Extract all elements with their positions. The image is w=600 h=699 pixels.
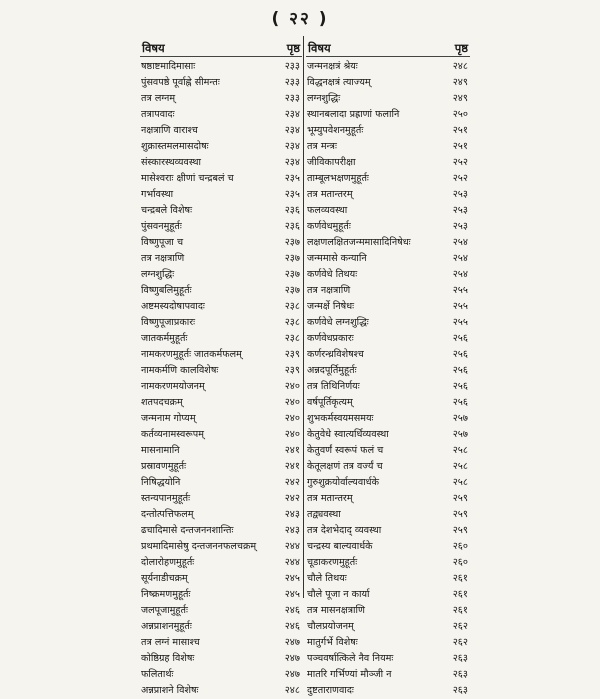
- entry-page-number: २५०: [452, 109, 468, 120]
- index-entry: [306, 219, 470, 235]
- entry-page-number: २५२: [452, 173, 468, 184]
- entry-title: गर्भावस्था: [141, 189, 174, 200]
- entry-page-number: २५९: [452, 509, 468, 520]
- entry-title: मातरि गर्भिण्यां मौञ्जी न: [307, 669, 392, 680]
- entry-page-number: २५१: [452, 125, 468, 136]
- entry-page-number: २३५: [284, 189, 300, 200]
- index-entry: [306, 75, 470, 91]
- index-entry: [140, 363, 302, 379]
- index-entry: [140, 411, 302, 427]
- entry-page-number: २३७: [284, 237, 300, 248]
- index-entry: [306, 619, 470, 635]
- entry-title: कर्णवेधमुहूर्तः: [307, 221, 351, 232]
- entry-title: विद्धनक्षत्रं त्याज्यम्: [307, 77, 371, 88]
- entry-page-number: २३९: [284, 349, 300, 360]
- entry-title: षष्ठाष्टमादिमासाः: [141, 61, 196, 72]
- entry-page-number: २६०: [452, 541, 468, 552]
- entry-page-number: २५६: [452, 349, 468, 360]
- entry-title: गुरुशुक्रयोर्वाल्यवार्धके: [307, 477, 379, 488]
- index-entry: [306, 523, 470, 539]
- entry-page-number: २४३: [284, 509, 300, 520]
- entry-page-number: २३४: [284, 109, 300, 120]
- index-entry: [306, 235, 470, 251]
- entry-page-number: २४६: [284, 605, 300, 616]
- entry-page-number: २४५: [284, 573, 300, 584]
- index-entry: [140, 491, 302, 507]
- entry-title: दोलारोहणमुहूर्तः: [141, 557, 195, 568]
- index-entry: [306, 283, 470, 299]
- entry-page-number: २४५: [284, 589, 300, 600]
- index-entry: [140, 539, 302, 555]
- index-entry: [140, 171, 302, 187]
- index-entry: [140, 571, 302, 587]
- entry-page-number: २६१: [452, 589, 468, 600]
- index-entry: [140, 619, 302, 635]
- entry-page-number: २५६: [452, 365, 468, 376]
- index-entry: [306, 683, 470, 699]
- index-entry: [306, 539, 470, 555]
- entry-title: लक्षणलक्षितजन्ममासादिनिषेधः: [307, 237, 411, 248]
- entry-title: चौले पूजा न कार्या: [307, 589, 370, 600]
- entry-page-number: २६३: [452, 653, 468, 664]
- entry-title: अष्टमस्यदोषापवादः: [141, 301, 205, 312]
- entry-page-number: २६३: [452, 669, 468, 680]
- entry-title: मासनामानि: [141, 445, 180, 456]
- entry-page-number: २५६: [452, 397, 468, 408]
- index-entry: [306, 427, 470, 443]
- index-entry: [140, 299, 302, 315]
- index-entry: [306, 331, 470, 347]
- entry-page-number: २३६: [284, 205, 300, 216]
- entry-title: चौलप्रयोजनम्: [307, 621, 354, 632]
- index-entry: [306, 379, 470, 395]
- entry-title: तत्र लग्नम्: [141, 93, 176, 104]
- entry-title: स्थानबलादा प्रह्राणां फलानि: [307, 109, 400, 120]
- index-entry: [140, 75, 302, 91]
- entry-title: केतुवर्णं स्वरूपं फलं च: [307, 445, 384, 456]
- entry-page-number: २५८: [452, 477, 468, 488]
- index-entry: [306, 139, 470, 155]
- entry-page-number: २५४: [452, 253, 468, 264]
- entry-page-number: २५७: [452, 429, 468, 440]
- entry-page-number: २५१: [452, 141, 468, 152]
- entry-page-number: २३३: [284, 77, 300, 88]
- page-header: पृष्ठ: [286, 41, 300, 55]
- entry-title: ढचादिमासे दन्तजननशान्तिः: [141, 525, 234, 536]
- index-entry: [306, 667, 470, 683]
- entry-page-number: २४१: [284, 461, 300, 472]
- index-entry: [140, 667, 302, 683]
- entry-page-number: २४६: [284, 621, 300, 632]
- index-entry: [306, 395, 470, 411]
- index-entry: [140, 651, 302, 667]
- entry-title: मातुर्गर्भे विशेषः: [307, 637, 358, 648]
- entry-page-number: २५४: [452, 237, 468, 248]
- index-entry: [306, 475, 470, 491]
- index-entry: [140, 91, 302, 107]
- index-entry: [140, 555, 302, 571]
- entry-page-number: २४०: [284, 381, 300, 392]
- entry-title: कर्णवेधे तिथयः: [307, 269, 358, 280]
- entry-page-number: २३७: [284, 269, 300, 280]
- entry-page-number: २३९: [284, 365, 300, 376]
- entry-title: फलव्यवस्था: [307, 205, 348, 216]
- entry-title: जन्मनाम गोप्यम्: [141, 413, 196, 424]
- index-entry: [306, 203, 470, 219]
- entry-page-number: २४०: [284, 413, 300, 424]
- entry-title: शुक्रास्तमलमासदोषः: [141, 141, 209, 152]
- index-entry: [306, 155, 470, 171]
- index-entry: [306, 59, 470, 75]
- index-entry: [140, 603, 302, 619]
- entry-page-number: २५८: [452, 445, 468, 456]
- index-entry: [140, 507, 302, 523]
- entry-page-number: २५५: [452, 285, 468, 296]
- entry-page-number: २४०: [284, 397, 300, 408]
- entry-title: नक्षत्राणि वाराश्च: [141, 125, 198, 136]
- entry-page-number: २५६: [452, 381, 468, 392]
- entry-title: अन्नदपूर्तिमुहूर्तः: [307, 365, 357, 376]
- page-header: पृष्ठ: [454, 41, 468, 55]
- entry-page-number: २३८: [284, 333, 300, 344]
- index-entry: [140, 379, 302, 395]
- index-entry: [140, 267, 302, 283]
- entry-page-number: २३३: [284, 93, 300, 104]
- index-entry: [140, 251, 302, 267]
- entry-title: तत्र नक्षत्राणि: [307, 285, 351, 296]
- entry-title: कर्णवेधप्रकारः: [307, 333, 354, 344]
- entry-page-number: २३३: [284, 61, 300, 72]
- index-entry: [140, 459, 302, 475]
- index-entry: [140, 139, 302, 155]
- entry-title: निष्क्रमणमुहूर्तः: [141, 589, 191, 600]
- entry-title: विष्णुबलिमुहूर्तः: [141, 285, 192, 296]
- index-entry: [306, 651, 470, 667]
- entry-page-number: २३५: [284, 173, 300, 184]
- index-entry: [140, 475, 302, 491]
- entry-title: विष्णुपूजा च: [141, 237, 184, 248]
- entry-page-number: २३४: [284, 141, 300, 152]
- subject-header: विषय: [308, 41, 331, 55]
- index-entry: [306, 171, 470, 187]
- entry-title: शतपदचक्रम्: [141, 397, 183, 408]
- index-entry: [140, 347, 302, 363]
- index-entry: [140, 523, 302, 539]
- subject-header: विषय: [142, 41, 165, 55]
- entry-page-number: २६२: [452, 621, 468, 632]
- entry-title: तत्र नक्षत्राणि: [141, 253, 185, 264]
- index-entry: [306, 459, 470, 475]
- entry-page-number: २५३: [452, 189, 468, 200]
- index-entry: [306, 587, 470, 603]
- entry-page-number: २५२: [452, 157, 468, 168]
- index-entry: [306, 91, 470, 107]
- entry-page-number: २३८: [284, 301, 300, 312]
- entry-page-number: २६१: [452, 605, 468, 616]
- entry-title: मासेश्वराः क्षीणां चन्द्रबलं च: [141, 173, 234, 184]
- index-entry: [306, 571, 470, 587]
- entry-title: स्तन्यपानमुहूर्तः: [141, 493, 191, 504]
- entry-page-number: २३७: [284, 285, 300, 296]
- column-header: [140, 36, 302, 57]
- index-entry: [306, 107, 470, 123]
- index-entry: [140, 635, 302, 651]
- index-entry: [140, 427, 302, 443]
- index-entry: [306, 315, 470, 331]
- entry-page-number: २६१: [452, 573, 468, 584]
- entry-title: जन्ममासे कन्यानि: [307, 253, 367, 264]
- entry-page-number: २५६: [452, 333, 468, 344]
- entry-page-number: २३४: [284, 157, 300, 168]
- entry-title: चन्द्रबले विशेषः: [141, 205, 193, 216]
- index-entry: [306, 347, 470, 363]
- entry-title: तत्र मतान्तरम्: [307, 493, 353, 504]
- entry-title: तत्र तिथिनिर्णयः: [307, 381, 360, 392]
- entry-title: तत्र मतान्तरम्: [307, 189, 353, 200]
- entry-page-number: २६३: [452, 685, 468, 696]
- entry-page-number: २५९: [452, 525, 468, 536]
- index-entry: [140, 235, 302, 251]
- entry-title: जीविकापरीक्षा: [307, 157, 356, 168]
- entry-page-number: २४७: [284, 669, 300, 680]
- entry-title: तद्व्यवस्था: [307, 509, 341, 520]
- entry-title: चन्द्रस्य बाल्यवार्धके: [307, 541, 373, 552]
- entry-title: सूर्यनाडीचक्रम्: [141, 573, 188, 584]
- entry-page-number: २५७: [452, 413, 468, 424]
- entry-page-number: २४७: [284, 653, 300, 664]
- entry-title: नामकर्मणि कालविशेषः: [141, 365, 219, 376]
- entry-page-number: २३७: [284, 253, 300, 264]
- entry-title: पुंसवनमुहूर्तः: [141, 221, 182, 232]
- entry-title: कर्तव्यनामस्वरूपम्: [141, 429, 204, 440]
- entry-title: प्रस्रावणमुहूर्तः: [141, 461, 187, 472]
- index-entry: [306, 411, 470, 427]
- entry-title: तत्र देशभेदाद् व्यवस्था: [307, 525, 382, 536]
- entry-title: चूडाकरणमुहूर्तः: [307, 557, 358, 568]
- entry-title: लग्नशुद्धिः: [307, 93, 341, 104]
- entry-title: कर्णरन्ध्रविशेषश्च: [307, 349, 364, 360]
- index-entry: [140, 283, 302, 299]
- entry-page-number: २५४: [452, 269, 468, 280]
- index-entry: [140, 683, 302, 699]
- entry-page-number: २६२: [452, 637, 468, 648]
- entry-page-number: २५५: [452, 317, 468, 328]
- index-entry: [306, 187, 470, 203]
- column-header: [306, 36, 470, 57]
- entry-title: भूम्युपवेशनमुहूर्तः: [307, 125, 364, 136]
- entry-title: फलितार्थः: [141, 669, 174, 680]
- index-entry: [306, 507, 470, 523]
- entry-title: पुंसवपष्ठे पूर्वाह्ने सीमन्तः: [141, 77, 220, 88]
- entry-title: शुभकर्मस्वयमसमयः: [307, 413, 374, 424]
- index-entry: [140, 59, 302, 75]
- entry-page-number: २५३: [452, 205, 468, 216]
- entry-page-number: २३४: [284, 125, 300, 136]
- entry-title: ताम्बूलभक्षणमुहूर्तः: [307, 173, 369, 184]
- entry-title: कर्णवेधे लग्नशुद्धिः: [307, 317, 369, 328]
- entry-title: अन्नप्राशनमुहूर्तः: [141, 621, 192, 632]
- entry-page-number: २४४: [284, 541, 300, 552]
- entry-title: जलपूजामुहूर्तः: [141, 605, 188, 616]
- entry-page-number: २६०: [452, 557, 468, 568]
- entry-page-number: २४४: [284, 557, 300, 568]
- entry-title: तत्रापवादः: [141, 109, 175, 120]
- entry-title: नामकरणमुहूर्तः जातकर्मफलम्: [141, 349, 242, 360]
- entry-page-number: २५३: [452, 221, 468, 232]
- entry-title: जातकर्ममुहूर्तः: [141, 333, 188, 344]
- index-entry: [140, 443, 302, 459]
- entry-title: संस्कारस्थव्यवस्था: [141, 157, 201, 168]
- entry-title: केतूलक्षणं तत्र वर्ज्यं च: [307, 461, 383, 472]
- entry-title: अन्नप्राशने विशेषः: [141, 685, 199, 696]
- index-entry: [306, 251, 470, 267]
- entry-page-number: २४९: [452, 93, 468, 104]
- entry-title: तत्र मन्त्रः: [307, 141, 337, 152]
- index-entry: [306, 267, 470, 283]
- entry-page-number: २४७: [284, 637, 300, 648]
- entry-title: जन्मर्क्षे निषेधः: [307, 301, 355, 312]
- index-entry: [140, 203, 302, 219]
- entry-title: जन्मनक्षत्रं श्रेयः: [307, 61, 358, 72]
- index-entry: [140, 587, 302, 603]
- index-entry: [306, 491, 470, 507]
- entry-title: तत्र लग्नं मासाश्च: [141, 637, 200, 648]
- index-entry: [140, 107, 302, 123]
- index-entry: [140, 187, 302, 203]
- index-entry: [306, 635, 470, 651]
- entry-page-number: २४२: [284, 477, 300, 488]
- index-entry: [140, 395, 302, 411]
- entry-title: दन्तोत्पत्तिफलम्: [141, 509, 194, 520]
- index-entry: [306, 603, 470, 619]
- index-entry: [140, 331, 302, 347]
- entry-title: चौले तिथयः: [307, 573, 347, 584]
- entry-page-number: २३८: [284, 317, 300, 328]
- entry-page-number: २४०: [284, 429, 300, 440]
- entry-title: विष्णुपूजाप्रकारः: [141, 317, 196, 328]
- entry-page-number: २४८: [284, 685, 300, 696]
- page-number: ( २२ ): [271, 9, 329, 29]
- entry-title: नामकरणमयोजनम्: [141, 381, 205, 392]
- entry-title: कोष्ठिग्रह विशेषः: [141, 653, 195, 664]
- index-entry: [306, 363, 470, 379]
- index-entry: [306, 443, 470, 459]
- index-entry: [306, 123, 470, 139]
- entry-title: तत्र मासनक्षत्राणि: [307, 605, 365, 616]
- entry-title: पञ्चवर्षात्किले नैव नियमः: [307, 653, 394, 664]
- entry-page-number: २४२: [284, 493, 300, 504]
- entry-title: लग्नशुद्धिः: [141, 269, 175, 280]
- entry-title: निषिद्धयोनि: [141, 477, 181, 488]
- entry-page-number: २४३: [284, 525, 300, 536]
- index-entry: [140, 219, 302, 235]
- entry-page-number: २३६: [284, 221, 300, 232]
- entry-page-number: २५८: [452, 461, 468, 472]
- entry-page-number: २४१: [284, 445, 300, 456]
- entry-page-number: २५९: [452, 493, 468, 504]
- entry-title: दुष्टताराणवादः: [307, 685, 354, 696]
- entry-title: प्रथमादिमासेषु दन्तजननफलचक्रम्: [141, 541, 257, 552]
- index-entry: [306, 299, 470, 315]
- index-entry: [140, 155, 302, 171]
- column-divider: [303, 36, 304, 598]
- index-entry: [306, 555, 470, 571]
- entry-title: केतुवेधे स्वात्यर्धिव्यवस्था: [307, 429, 389, 440]
- entry-page-number: २५५: [452, 301, 468, 312]
- entry-page-number: २४८: [452, 61, 468, 72]
- index-entry: [140, 315, 302, 331]
- entry-title: वर्षपूर्तिकृत्यम्: [307, 397, 353, 408]
- entry-page-number: २४९: [452, 77, 468, 88]
- index-entry: [140, 123, 302, 139]
